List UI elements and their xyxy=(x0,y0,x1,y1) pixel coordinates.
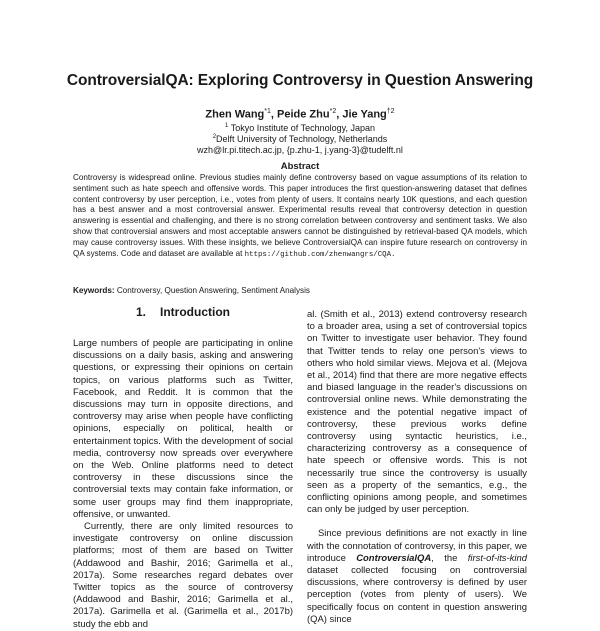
keywords xyxy=(73,286,527,295)
author-emails: wzh@lr.pi.titech.ac.jp, {p.zhu-1, j.yang-3}@tudelft.nl xyxy=(197,145,403,155)
author-name: Zhen Wang xyxy=(205,108,265,121)
abstract-heading: Abstract xyxy=(280,161,320,172)
paragraph: al. (Smith et al., 2013) extend controversy research to a broader area, using a set of controversial topics on Twitter to investigate user behavior. They found that Twitter tends to relay one person's views to others who hold similar views. Mejova et al. (Mejova et al., 2014) find that there are more negative effects and biased language in the reader's discussions on controversial online news. While demonstrating the existence and the potential negative impact of controversy, these previous works define controversy using syntactic heuristics, i.e., characterizing controversy as a consequence of hate speech or offensive words. This is not necessarily true since the controversy is usually seen as a property of the semantics, e.g., the conflicting opinions among people, and sometimes can only be judged by user perception. xyxy=(307,309,527,516)
author-list: Zhen Wang$^{*1}$, Peide Zhu$^{*2}$, Jie Yang$^{\dagger 2}$ xyxy=(205,108,395,121)
keywords-label: Keywords: xyxy=(73,286,115,295)
paragraph-text: dataset collected focusing on controversial discussions, where controversy is defined by user perception (votes from plenty of users). We specifically focus on content in question answering (QA) since xyxy=(307,565,527,625)
section-title: Introduction xyxy=(160,305,230,319)
affiliation-text: Delft University of Technology, Netherlands xyxy=(216,134,388,144)
author-name: Jie Yang xyxy=(342,108,387,121)
author-mark: *1 xyxy=(264,108,271,115)
paragraph: Currently, there are only limited resources to investigate controversy on online discussion platforms; most of them are based on Twitter (Addawood and Bashir, 2016; Garimella et al., 2017a). Some researches regard debates over Twitter topics as the source of controversy (Addawood and Bashir, 2016; Garimella et al., 2017a). Garimella et al. (Garimella et al., 2017b) study the ebb and xyxy=(73,521,293,630)
abstract-url[interactable]: https://github.com/zhenwangrs/CQA. xyxy=(244,250,396,259)
author-mark: *2 xyxy=(329,108,337,115)
paragraph-text: , the xyxy=(431,552,458,564)
paper-title: ControversialQA: Exploring Controversy in Question Answering xyxy=(66,72,534,89)
section-heading xyxy=(73,306,293,320)
abstract-text: Controversy is widespread online. Previous studies mainly define controversy based on vague assumptions of its relation to sentiment such as hate speech and offensive words. This paper introduces the first question-answering dataset that defines content controversy by user perception, i.e., votes from plenty of users. It contains nearly 10K questions, and each question has a best answer and a most controversial answer. Experimental results reveal that controversy detection in question answering is essential and challenging, and there is no strong correlation between controversy and sentiment tasks. We also show that controversial answers and most acceptable answers cannot be distinguished by retrieval-based QA models, which may cause controversy issues. With these insights, we believe ControversialQA can inspire future research on controversy in QA systems. Code and dataset are available at xyxy=(73,173,527,258)
dataset-name: ControversialQA xyxy=(356,552,432,564)
paragraph xyxy=(307,528,527,626)
affiliation-1 xyxy=(0,123,600,133)
paragraph: Large numbers of people are participating in online discussions on a daily basis, asking and answering questions, or expressing their opinions on certain topics, on various platforms such as Twitter, Facebook, and Reddit. It is common that the discussions may turn in opposite directions, and controversy may arise when people have conflicting opinions, especially on political, health or entertainment topics. With the development of social media, controversy now spreads over everywhere on the Web. Online platforms need to detect controversy in these discussions since the controversial texts may contain fake information, or some user groups may find them inappropriate, offensive, or unwanted. xyxy=(73,338,293,520)
affiliation-mark: 1 xyxy=(225,123,229,129)
right-column xyxy=(307,309,527,626)
affiliation-2 xyxy=(0,134,600,144)
affiliation-text: Tokyo Institute of Technology, Japan xyxy=(230,123,375,133)
section-number: 1. xyxy=(136,305,147,319)
left-column xyxy=(73,302,293,631)
affiliation-mark: 2 xyxy=(212,134,217,140)
italic-phrase: first-of-its-kind xyxy=(467,552,527,564)
abstract-body xyxy=(73,173,527,260)
author-name: Peide Zhu xyxy=(277,108,330,121)
paragraph-text: Since previous definitions are not exactly in line with the connotation of controversy, in this paper, we introduce xyxy=(307,528,527,564)
keywords-text: Controversy, Question Answering, Sentiment Analysis xyxy=(116,286,310,295)
author-mark: †2 xyxy=(386,108,395,115)
